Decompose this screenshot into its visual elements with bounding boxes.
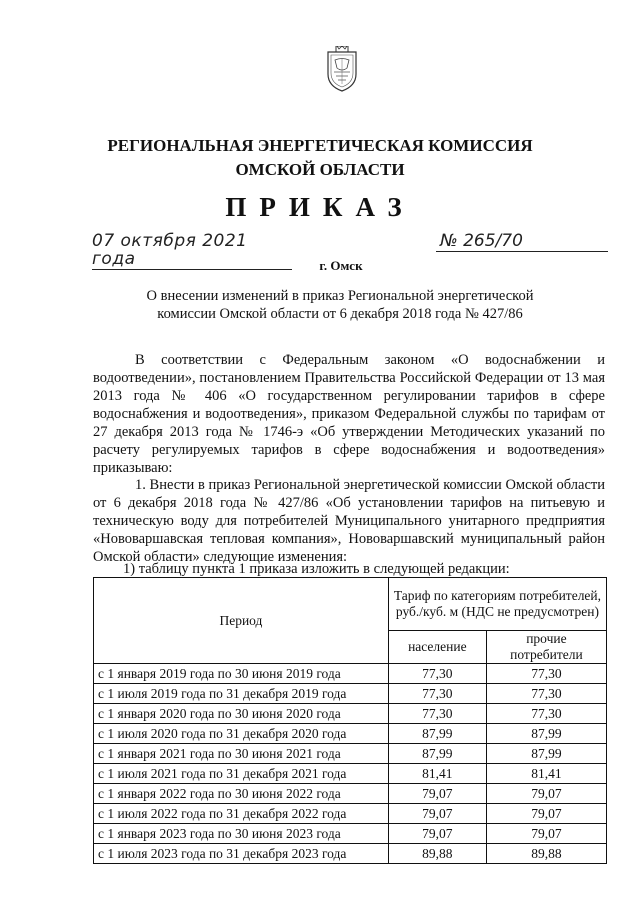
population-cell: 89,88 xyxy=(388,844,486,864)
period-cell: с 1 июля 2021 года по 31 декабря 2021 года xyxy=(94,764,389,784)
period-cell: с 1 января 2022 года по 30 июня 2022 года xyxy=(94,784,389,804)
period-cell: с 1 июля 2020 года по 31 декабря 2020 года xyxy=(94,724,389,744)
handwritten-order-number: № 265/70 xyxy=(436,232,608,252)
header-tariff: Тариф по категориям потребителей, руб./куб. м (НДС не предусмотрен) xyxy=(388,578,606,631)
other-cell: 79,07 xyxy=(486,804,606,824)
period-cell: с 1 января 2023 года по 30 июня 2023 года xyxy=(94,824,389,844)
table-row xyxy=(94,704,607,724)
population-cell: 77,30 xyxy=(388,684,486,704)
other-cell: 87,99 xyxy=(486,744,606,764)
header-population: население xyxy=(388,631,486,664)
handwritten-date: 07 октября 2021 года xyxy=(92,232,292,270)
table-header-row xyxy=(94,578,607,631)
document-type-title: ПРИКАЗ xyxy=(225,192,415,222)
other-cell: 81,41 xyxy=(486,764,606,784)
city-label: г. Омск xyxy=(319,258,363,273)
other-cell: 77,30 xyxy=(486,664,606,684)
table-row xyxy=(94,664,607,684)
table-row xyxy=(94,744,607,764)
population-cell: 77,30 xyxy=(388,664,486,684)
clause-1-paragraph: 1. Внести в приказ Региональной энергетической комиссии Омской области от 6 декабря 2018 года № 427/86 «Об установлении тарифов на питьевую и техническую воду для потребителей Муниципального унитарного предприятия «Нововаршавская тепловая компания», Нововаршавский муниципальный район Омской области» следующие изменения: xyxy=(93,477,605,565)
order-subject xyxy=(100,287,580,323)
org-line-1: РЕГИОНАЛЬНАЯ ЭНЕРГЕТИЧЕСКАЯ КОМИССИЯ xyxy=(107,136,533,155)
subject-line-1: О внесении изменений в приказ Региональной энергетической xyxy=(146,288,534,304)
other-cell: 77,30 xyxy=(486,704,606,724)
other-cell: 89,88 xyxy=(486,844,606,864)
table-row xyxy=(94,764,607,784)
population-cell: 81,41 xyxy=(388,764,486,784)
period-cell: с 1 июля 2023 года по 31 декабря 2023 года xyxy=(94,844,389,864)
table-row xyxy=(94,684,607,704)
table-row xyxy=(94,724,607,744)
period-cell: с 1 января 2021 года по 30 июня 2021 года xyxy=(94,744,389,764)
table-row xyxy=(94,784,607,804)
period-cell: с 1 июля 2019 года по 31 декабря 2019 года xyxy=(94,684,389,704)
table-row xyxy=(94,804,607,824)
period-cell: с 1 января 2019 года по 30 июня 2019 года xyxy=(94,664,389,684)
population-cell: 79,07 xyxy=(388,804,486,824)
other-cell: 87,99 xyxy=(486,724,606,744)
org-line-2: ОМСКОЙ ОБЛАСТИ xyxy=(235,160,405,179)
period-cell: с 1 июля 2022 года по 31 декабря 2022 года xyxy=(94,804,389,824)
coat-of-arms-icon xyxy=(325,46,359,92)
tariff-table-body xyxy=(94,664,607,864)
header-other-consumers: прочие потребители xyxy=(486,631,606,664)
population-cell: 79,07 xyxy=(388,784,486,804)
population-cell: 79,07 xyxy=(388,824,486,844)
population-cell: 77,30 xyxy=(388,704,486,724)
other-cell: 79,07 xyxy=(486,824,606,844)
organization-name xyxy=(0,134,640,182)
header-period: Период xyxy=(94,578,389,664)
subject-line-2: комиссии Омской области от 6 декабря 2018 года № 427/86 xyxy=(157,306,523,322)
population-cell: 87,99 xyxy=(388,744,486,764)
table-row xyxy=(94,824,607,844)
subclause-1-paragraph: 1) таблицу пункта 1 приказа изложить в следующей редакции: xyxy=(123,561,510,577)
population-cell: 87,99 xyxy=(388,724,486,744)
table-row xyxy=(94,844,607,864)
preamble-paragraph: В соответствии с Федеральным законом «О водоснабжении и водоотведении», постановлением Правительства Российской Федерации от 13 мая 2013 года № 406 «О государственном регулировании тарифов в сфере водоснабжения и водоотведения», приказом Федеральной службы по тарифам от 27 декабря 2013 года № 1746-э «Об утверждении Методических указаний по расчету регулируемых тарифов в сфере водоснабжения и водоотведения» приказываю: xyxy=(93,352,605,476)
tariff-table xyxy=(93,577,607,864)
other-cell: 77,30 xyxy=(486,684,606,704)
other-cell: 79,07 xyxy=(486,784,606,804)
period-cell: с 1 января 2020 года по 30 июня 2020 года xyxy=(94,704,389,724)
